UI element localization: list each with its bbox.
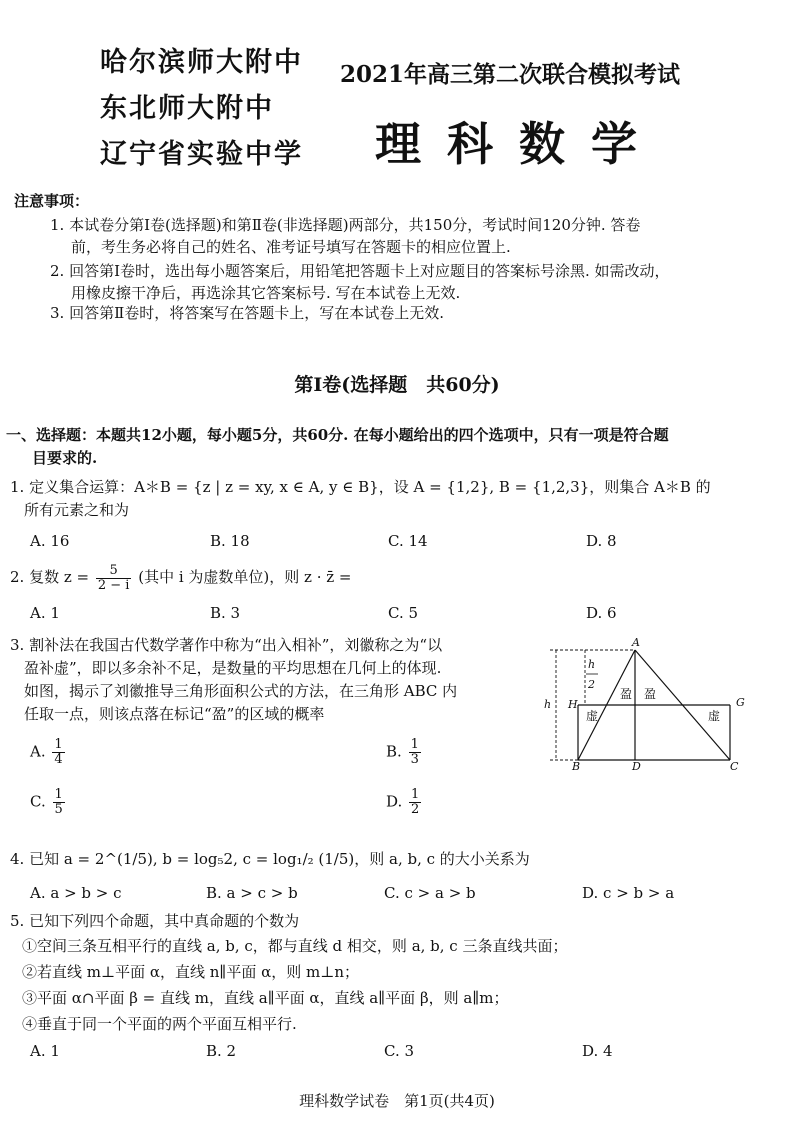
- notice-item-3-line1: 3. 回答第Ⅱ卷时，将答案写在答题卡上，写在本试卷上无效.: [50, 304, 445, 322]
- q1-option-d: D. 8: [586, 532, 617, 550]
- label-height: h: [544, 698, 552, 711]
- q3-option-c-label: C.: [30, 792, 46, 811]
- label-b: B: [572, 760, 581, 772]
- q3-c-num: 1: [54, 787, 63, 802]
- part-heading-line1: 一、选择题：本题共12小题，每小题5分，共60分. 在每小题给出的四个选项中，只有一项是符合题: [6, 426, 669, 444]
- q2-option-d: D. 6: [586, 604, 617, 622]
- q3-a-num: 1: [54, 737, 63, 752]
- exam-title: 2021年高三第二次联合模拟考试: [340, 61, 681, 88]
- question-3-line2: 盈补虚”，即以多余补不足，是数量的平均思想在几何上的体现.: [24, 659, 442, 677]
- q1-option-b: B. 18: [210, 532, 250, 550]
- question-5-options: [30, 1042, 780, 1066]
- notice-item-1-line2: 前，考生务必将自己的姓名、准考证号填写在答题卡的相应位置上.: [71, 238, 511, 256]
- label-xu-left: 虚: [586, 709, 599, 723]
- part-heading-line2: 目要求的.: [32, 449, 98, 467]
- question-5-stem: 5. 已知下列四个命题，其中真命题的个数为: [10, 912, 300, 930]
- question-1-options: [30, 532, 780, 556]
- q3-a-den: 4: [54, 752, 63, 767]
- question-2-prefix: 2. 复数 z =: [10, 568, 90, 586]
- question-3-line1: 3. 割补法在我国古代数学著作中称为“出入相补”，刘徽称之为“以: [10, 636, 443, 654]
- question-4-options: [30, 884, 780, 908]
- label-a: A: [632, 636, 640, 649]
- q3-d-num: 1: [411, 787, 420, 802]
- q5-option-a: A. 1: [30, 1042, 60, 1060]
- q5-option-b: B. 2: [206, 1042, 237, 1060]
- question-1-line1: 1. 定义集合运算：A＊B = {z | z = xy, x ∈ A, y ∈ B}，设 A = {1,2}, B = {1,2,3}，则集合 A＊B 的: [10, 478, 711, 496]
- q1-option-c: C. 14: [388, 532, 428, 550]
- school-name-1: 哈尔滨师大附中: [100, 47, 303, 78]
- q5-option-c: C. 3: [384, 1042, 415, 1060]
- q2-option-a: A. 1: [30, 604, 60, 622]
- q4-option-a: A. a > b > c: [30, 884, 122, 902]
- question-2-suffix: (其中 i 为虚数单位)，则 z · z̄ =: [138, 568, 352, 586]
- notice-item-2: [50, 260, 772, 304]
- label-xu-right: 虚: [708, 709, 721, 723]
- q3-option-b: [386, 738, 423, 767]
- school-name-3: 辽宁省实验中学: [100, 139, 303, 170]
- q4-option-d: D. c > b > a: [582, 884, 675, 902]
- question-3: [10, 634, 530, 726]
- notice-item-1: [50, 214, 772, 258]
- q3-option-d: [386, 788, 423, 817]
- question-3-line3: 如图，揭示了刘徽推导三角形面积公式的方法，在三角形 ABC 内: [24, 682, 458, 700]
- label-ying-left: 盈: [620, 687, 633, 701]
- school-name-2: 东北师大附中: [100, 93, 274, 124]
- q5-statement-1: ①空间三条互相平行的直线 a, b, c，都与直线 d 相交，则 a, b, c 三条直线共面；: [22, 937, 568, 955]
- section-title: 第Ⅰ卷(选择题 共60分): [294, 374, 500, 396]
- q5-statement-4: ④垂直于同一个平面的两个平面互相平行.: [22, 1015, 297, 1033]
- triangle-figure: [540, 636, 760, 772]
- q3-d-den: 2: [411, 802, 420, 817]
- question-1: [10, 476, 778, 522]
- page-footer: 理科数学试卷 第1页(共4页): [299, 1092, 495, 1110]
- question-2: [10, 560, 778, 594]
- label-g: G: [736, 696, 745, 709]
- label-c: C: [730, 760, 739, 772]
- q3-option-d-label: D.: [386, 792, 403, 811]
- q3-option-a-label: A.: [30, 742, 46, 761]
- q3-c-den: 5: [54, 802, 63, 817]
- question-4: 4. 已知 a = 2^(1/5), b = log₅2, c = log₁/₂ (1/5)，则 a, b, c 的大小关系为: [10, 850, 530, 868]
- notice-heading: 注意事项：: [14, 192, 90, 210]
- q3-b-num: 1: [410, 737, 419, 752]
- label-h: H: [568, 698, 578, 711]
- q2-frac-num: 5: [96, 564, 132, 579]
- question-3-line4: 任取一点，则该点落在标记“盈”的区域的概率: [24, 705, 325, 723]
- question-1-line2: 所有元素之和为: [24, 501, 130, 519]
- notice-item-2-line1: 2. 回答第Ⅰ卷时，选出每小题答案后，用铅笔把答题卡上对应题目的答案标号涂黑. 如需改动，: [50, 262, 670, 280]
- label-ying-right: 盈: [644, 687, 657, 701]
- q4-option-c: C. c > a > b: [384, 884, 476, 902]
- label-half-num: h: [588, 658, 596, 671]
- notice-item-2-line2: 用橡皮擦干净后，再选涂其它答案标号. 写在本试卷上无效.: [71, 284, 461, 302]
- q2-option-c: C. 5: [388, 604, 419, 622]
- label-half-den: 2: [588, 678, 595, 691]
- label-d: D: [632, 760, 641, 772]
- q2-frac-den: 2 − i: [97, 577, 130, 593]
- notice-item-1-line1: 1. 本试卷分第Ⅰ卷(选择题)和第Ⅱ卷(非选择题)两部分，共150分，考试时间120分钟. 答卷: [50, 216, 641, 234]
- question-2-fraction: [96, 564, 132, 593]
- q1-option-a: A. 16: [30, 532, 70, 550]
- q3-b-den: 3: [410, 752, 419, 767]
- q3-option-a: [30, 738, 67, 767]
- question-2-options: [30, 604, 780, 628]
- q3-option-c: [30, 788, 67, 817]
- q5-statement-2: ②若直线 m⊥平面 α，直线 n∥平面 α，则 m⊥n；: [22, 963, 360, 981]
- q4-option-b: B. a > c > b: [206, 884, 298, 902]
- q2-option-b: B. 3: [210, 604, 241, 622]
- part-heading: [6, 424, 776, 470]
- subject-title: 理科数学: [375, 117, 663, 171]
- q5-option-d: D. 4: [582, 1042, 613, 1060]
- q3-option-b-label: B.: [386, 742, 402, 761]
- q5-statement-3: ③平面 α∩平面 β = 直线 m，直线 a∥平面 α，直线 a∥平面 β，则 a∥m；: [22, 989, 509, 1007]
- notice-item-3: [50, 302, 772, 324]
